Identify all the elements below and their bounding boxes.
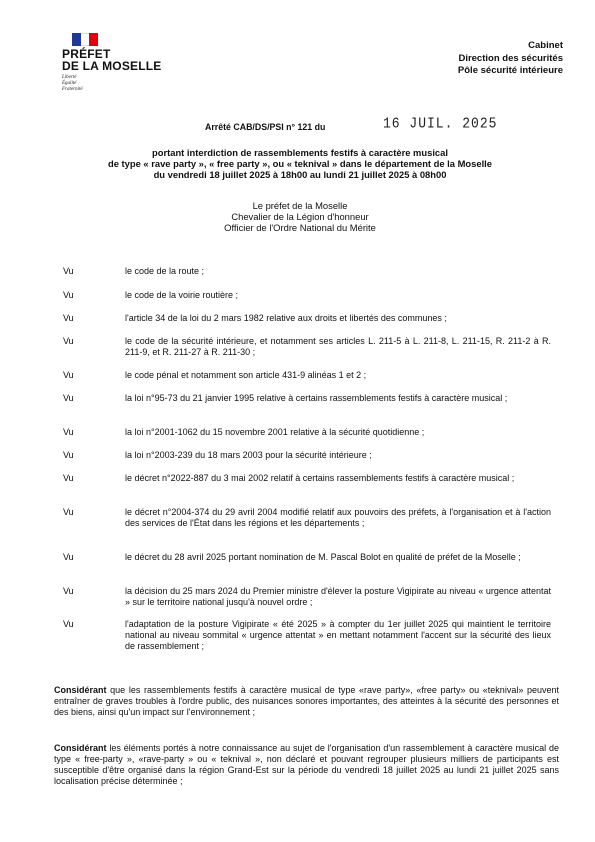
vu-item bbox=[63, 290, 551, 301]
prefet-title-1: Le préfet de la Moselle bbox=[252, 200, 348, 211]
prefet-title-3: Officier de l'Ordre National du Mérite bbox=[224, 222, 376, 233]
vu-text: le code pénal et notamment son article 431-9 alinéas 1 et 2 ; bbox=[125, 370, 367, 380]
title-line-3: du vendredi 18 juillet 2025 à 18h00 au lundi 21 juillet 2025 à 08h00 bbox=[153, 169, 447, 180]
vu-item bbox=[63, 552, 551, 563]
vu-text: la loi n°95-73 du 21 janvier 1995 relative à certains rassemblements festifs à caractère musical ; bbox=[125, 393, 508, 403]
vu-label: Vu bbox=[63, 427, 74, 437]
vu-label: Vu bbox=[63, 450, 74, 460]
vu-item bbox=[63, 619, 551, 652]
date-stamp: 16 JUIL. 2025 bbox=[383, 115, 498, 132]
prefet-titles bbox=[60, 200, 540, 233]
considerant-paragraph bbox=[54, 743, 559, 787]
prefet-line-2: DE LA MOSELLE bbox=[62, 59, 162, 73]
vu-text: la loi n°2003-239 du 18 mars 2003 pour la sécurité intérieure ; bbox=[125, 450, 372, 460]
document-title bbox=[60, 147, 540, 180]
vu-text: le code de la voirie routière ; bbox=[125, 290, 239, 300]
vu-item bbox=[63, 507, 551, 529]
service-pole: Pôle sécurité intérieure bbox=[457, 65, 563, 76]
vu-label: Vu bbox=[63, 266, 74, 276]
vu-item bbox=[63, 473, 551, 484]
motto-liberte: Liberté bbox=[62, 75, 77, 80]
title-line-2: de type « rave party », « free party », ou « teknival » dans le département de la Moselle bbox=[107, 158, 492, 169]
vu-text: l'article 34 de la loi du 2 mars 1982 relative aux droits et libertés des communes ; bbox=[125, 313, 447, 323]
vu-label: Vu bbox=[63, 507, 74, 517]
vu-item bbox=[63, 370, 551, 381]
vu-item bbox=[63, 313, 551, 324]
vu-label: Vu bbox=[63, 619, 74, 629]
vu-text: le décret du 28 avril 2025 portant nomination de M. Pascal Bolot en qualité de préfet de la Moselle ; bbox=[125, 552, 521, 562]
prefet-title-2: Chevalier de la Légion d'honneur bbox=[231, 211, 369, 222]
title-line-1: portant interdiction de rassemblements festifs à caractère musical bbox=[152, 147, 448, 158]
service-direction: Direction des sécurités bbox=[458, 52, 563, 64]
vu-text: le code de la sécurité intérieure, et notamment ses articles L. 211-5 à L. 211-8, L. 211-15, R. 211-2 à R. 211-9, et R. 211-27 à R. 211-30 ; bbox=[125, 336, 551, 357]
vu-label: Vu bbox=[63, 552, 74, 562]
vu-label: Vu bbox=[63, 290, 74, 300]
considerant-lead: Considérant bbox=[54, 685, 107, 695]
service-header bbox=[458, 40, 563, 78]
vu-text: le décret n°2022-887 du 3 mai 2002 relatif à certains rassemblements festifs à caractère musical ; bbox=[125, 473, 515, 483]
vu-label: Vu bbox=[63, 336, 74, 346]
prefecture-logo bbox=[62, 33, 162, 93]
prefet-line-1: PRÉFET bbox=[62, 47, 111, 61]
service-cabinet: Cabinet bbox=[528, 40, 563, 51]
vu-text: la décision du 25 mars 2024 du Premier ministre d'élever la posture Vigipirate au niveau « urgence attentat » sur le territoire national jusqu'à nouvel ordre ; bbox=[125, 586, 551, 607]
vu-item bbox=[63, 393, 551, 404]
motto-egalite: Égalité bbox=[62, 81, 77, 86]
considerant-text: que les rassemblements festifs à caractère musical de type «rave party», «free party» ou «teknival» peuvent entraîner de graves troubles à l'ordre public, des nuisances sonores importantes, des atteintes à la sécurité des personnes et des biens, ainsi qu'un impact sur l'environnement ; bbox=[54, 685, 559, 717]
considerant-paragraph bbox=[54, 685, 559, 718]
vu-item bbox=[63, 586, 551, 608]
vu-text: l'adaptation de la posture Vigipirate « été 2025 » à compter du 1er juillet 2025 qui maintient le territoire national au niveau sommital « urgence attentat » en mettant notamment l'accent sur la sécurité des lieux de rassemblement ; bbox=[125, 619, 551, 651]
vu-label: Vu bbox=[63, 393, 74, 403]
vu-label: Vu bbox=[63, 370, 74, 380]
vu-item bbox=[63, 450, 551, 461]
vu-item bbox=[63, 336, 551, 358]
considerant-text: les éléments portés à notre connaissance au sujet de l'organisation d'un rassemblement à caractère musical de type « free-party », «rave-party » ou « teknival », non déclaré et pouvant regrouper plusieurs milliers de participants est susceptible d'être organisé dans la région Grand-Est sur la période du vendredi 18 juillet 2025 au lundi 21 juillet 2025 sans localisation précise déterminée ; bbox=[54, 743, 559, 786]
motto bbox=[62, 75, 162, 93]
marianne-flag-icon bbox=[72, 33, 98, 46]
considerant-lead: Considérant bbox=[54, 743, 107, 753]
vu-item bbox=[63, 427, 551, 438]
vu-text: la loi n°2001-1062 du 15 novembre 2001 relative à la sécurité quotidienne ; bbox=[125, 427, 425, 437]
vu-label: Vu bbox=[63, 473, 74, 483]
vu-text: le code de la route ; bbox=[125, 266, 205, 276]
arrete-reference: Arrêté CAB/DS/PSI n° 121 du bbox=[205, 122, 326, 132]
motto-fraternite: Fraternité bbox=[62, 87, 83, 92]
vu-item bbox=[63, 266, 551, 277]
vu-label: Vu bbox=[63, 313, 74, 323]
vu-text: le décret n°2004-374 du 29 avril 2004 modifié relatif aux pouvoirs des préfets, à l'organisation et à l'action des services de l'État dans les régions et les départements ; bbox=[125, 507, 551, 528]
vu-label: Vu bbox=[63, 586, 74, 596]
